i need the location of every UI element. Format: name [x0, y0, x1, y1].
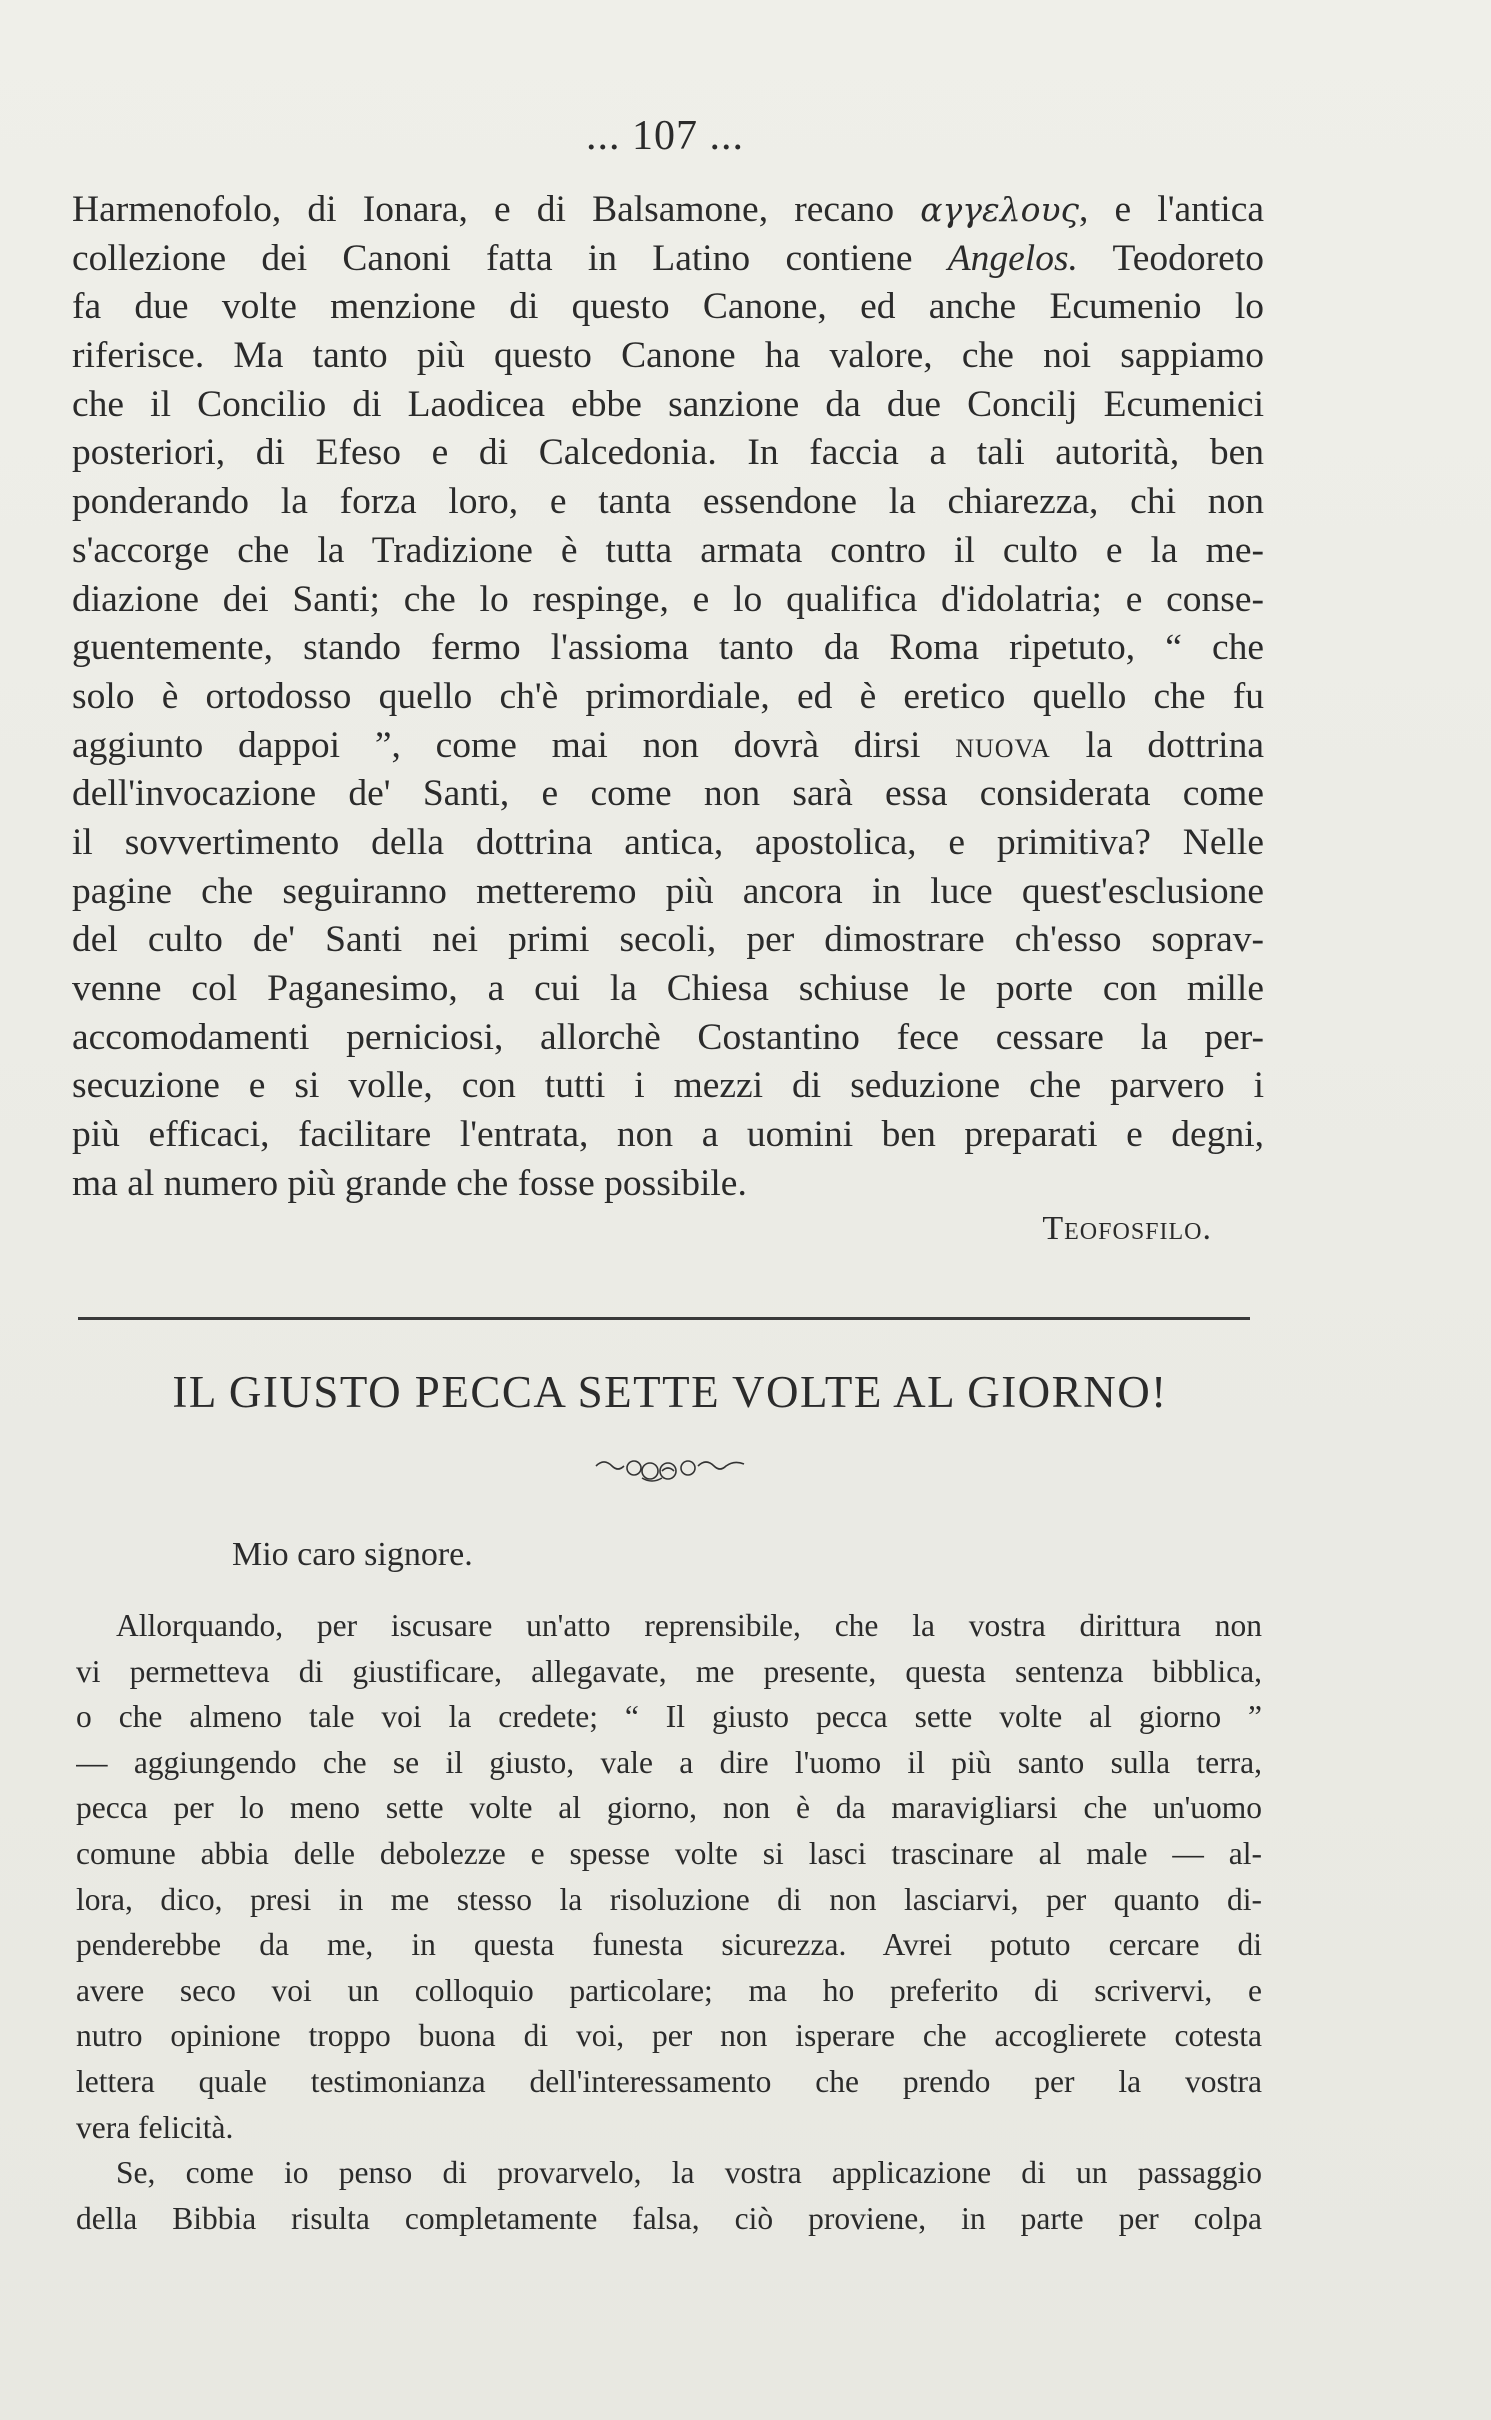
text-line: nutro opinione troppo buona di voi, per non isperare che accoglierete cotesta [76, 2018, 1262, 2054]
text-line: ponderando la forza loro, e tanta essendone la chiarezza, chi non [72, 481, 1264, 523]
text-line: vi permetteva di giustificare, allegavate, me presente, questa sentenza bibblica, [76, 1653, 1262, 1689]
text-line: riferisce. Ma tanto più questo Canone ha valore, che noi sappiamo [72, 335, 1264, 377]
text-line: — aggiungendo che se il giusto, vale a dire l'uomo il più santo sulla terra, [76, 1744, 1262, 1780]
text-line: Harmenofolo, di Ionara, e di Balsamone, recano αγγελους, e l'antica [72, 189, 1264, 230]
text-line: secuzione e si volle, con tutti i mezzi di seduzione che parvero i [72, 1065, 1264, 1107]
article-title: IL GIUSTO PECCA SETTE VOLTE AL GIORNO! [172, 1367, 1168, 1417]
text-line: comune abbia delle debolezze e spesse volte si lasci trascinare al male — al- [76, 1835, 1262, 1871]
greek-word: αγγελους [920, 190, 1080, 229]
text-line: Se, come io penso di provarvelo, la vostra applicazione di un passaggio [116, 2155, 1262, 2191]
text-line: lettera quale testimonianza dell'interessamento che prendo per la vostra [76, 2063, 1262, 2099]
text-line: più efficaci, facilitare l'entrata, non a uomini ben preparati e degni, [72, 1114, 1264, 1156]
author-signature: Teofosfilo. [1042, 1210, 1212, 1247]
text-line: diazione dei Santi; che lo respinge, e lo qualifica d'idolatria; e conse- [72, 578, 1264, 620]
text-line: solo è ortodosso quello ch'è primordiale, ed è eretico quello che fu [72, 675, 1264, 717]
text-line: dell'invocazione de' Santi, e come non sarà essa considerata come [72, 773, 1264, 815]
text-line: posteriori, di Efeso e di Calcedonia. In faccia a tali autorità, ben [72, 432, 1264, 474]
text-line: guentemente, stando fermo l'assioma tanto da Roma ripetuto, “ che [72, 627, 1264, 669]
text-line: vera felicità. [76, 2109, 234, 2145]
section-divider [78, 1317, 1250, 1320]
text-line: collezione dei Canoni fatta in Latino contiene Angelos. Teodoreto [72, 237, 1264, 279]
previous-article-text [72, 186, 1264, 1208]
text-line: pagine che seguiranno metteremo più ancora in luce quest'esclusione [72, 870, 1264, 912]
text-line: accomodamenti perniciosi, allorchè Costantino fece cessare la per- [72, 1016, 1264, 1058]
text-line: che il Concilio di Laodicea ebbe sanzione da due Concilj Ecumenici [72, 383, 1264, 425]
text-line: avere seco voi un colloquio particolare; ma ho preferito di scrivervi, e [76, 1972, 1262, 2008]
italic-word: Angelos. [947, 237, 1078, 279]
text-line: ma al numero più grande che fosse possibile. [72, 1162, 747, 1204]
small-caps-word: nuova [955, 724, 1051, 766]
text-line: della Bibbia risulta completamente falsa, ciò proviene, in parte per colpa [76, 2200, 1262, 2236]
salutation: Mio caro signore. [232, 1536, 473, 1573]
ornament-flourish [592, 1454, 752, 1484]
text-line: Allorquando, per iscusare un'atto reprensibile, che la vostra dirittura non [116, 1608, 1262, 1643]
text-line: s'accorge che la Tradizione è tutta armata contro il culto e la me- [72, 529, 1264, 571]
text-line: o che almeno tale voi la credete; “ Il giusto pecca sette volte al giorno ” [76, 1699, 1262, 1735]
text-line: fa due volte menzione di questo Canone, ed anche Ecumenio lo [72, 286, 1264, 328]
article-body [76, 1603, 1262, 2241]
text-line: pecca per lo meno sette volte al giorno, non è da maravigliarsi che un'uomo [76, 1790, 1262, 1826]
text-line: aggiunto dappoi ”, come mai non dovrà dirsi nuova la dottrina [72, 724, 1264, 766]
text-line: venne col Paganesimo, a cui la Chiesa schiuse le porte con mille [72, 968, 1264, 1009]
text-line: penderebbe da me, in questa funesta sicurezza. Avrei potuto cercare di [76, 1927, 1262, 1963]
page-number: ... 107 ... [586, 113, 744, 159]
text-line: del culto de' Santi nei primi secoli, per dimostrare ch'esso soprav- [72, 919, 1264, 961]
text-line: il sovvertimento della dottrina antica, apostolica, e primitiva? Nelle [72, 821, 1264, 863]
text-line: lora, dico, presi in me stesso la risoluzione di non lasciarvi, per quanto di- [76, 1881, 1262, 1917]
